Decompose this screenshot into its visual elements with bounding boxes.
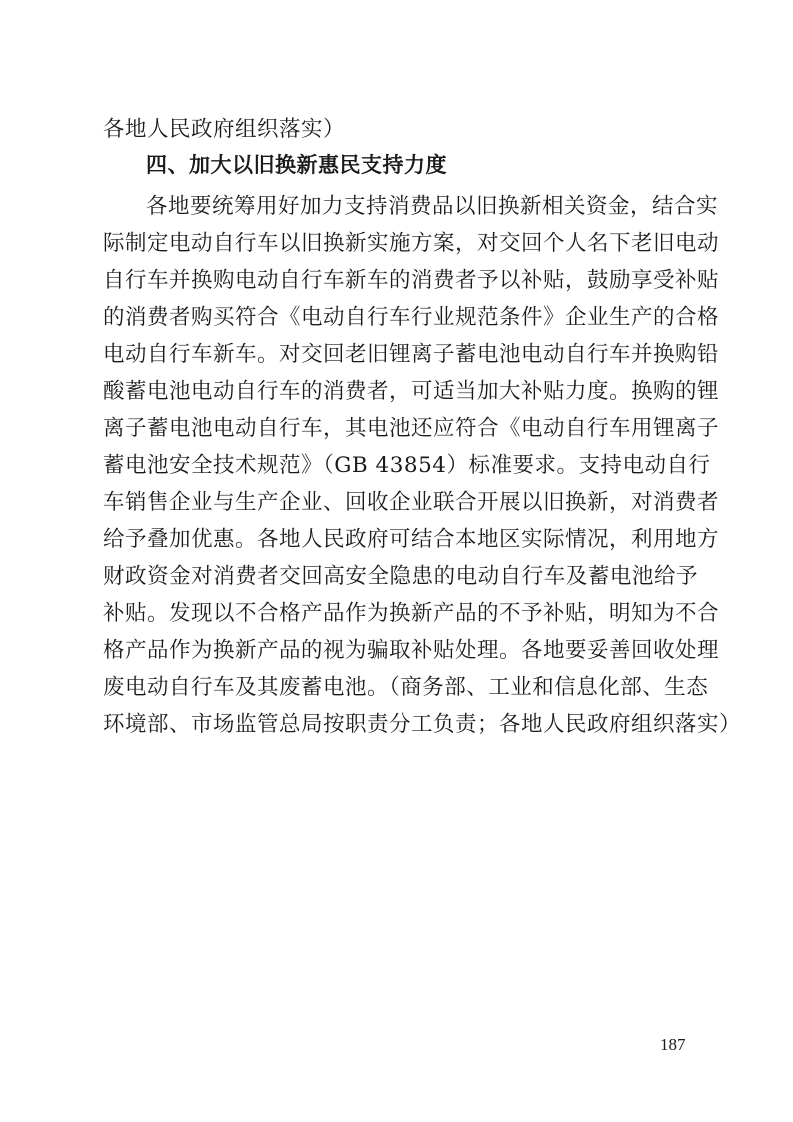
paragraph-line: 际制定电动自行车以旧换新实施方案，对交回个人名下老旧电动 — [103, 231, 720, 256]
paragraph-line: 离子蓄电池电动自行车，其电池还应符合《电动自行车用锂离子 — [103, 416, 720, 441]
section-heading: 四、加大以旧换新惠民支持力度 — [146, 153, 447, 177]
paragraph-line: 自行车并换购电动自行车新车的消费者予以补贴，鼓励享受补贴 — [103, 268, 720, 293]
paragraph-line: 环境部、市场监管总局按职责分工负责；各地人民政府组织落实） — [103, 712, 742, 737]
paragraph-line: 各地要统筹用好加力支持消费品以旧换新相关资金，结合实 — [146, 194, 719, 219]
paragraph-line: 酸蓄电池电动自行车的消费者，可适当加大补贴力度。换购的锂 — [103, 379, 720, 404]
paragraph-line: 车销售企业与生产企业、回收企业联合开展以旧换新，对消费者 — [103, 490, 720, 515]
paragraph-line: 废电动自行车及其废蓄电池。（商务部、工业和信息化部、生态 — [103, 675, 709, 700]
paragraph-line: 蓄电池安全技术规范》（GB 43854）标准要求。支持电动自行 — [103, 453, 711, 478]
paragraph-line: 格产品作为换新产品的视为骗取补贴处理。各地要妥善回收处理 — [103, 638, 720, 663]
paragraph-line: 的消费者购买符合《电动自行车行业规范条件》企业生产的合格 — [103, 305, 720, 330]
paragraph-line: 电动自行车新车。对交回老旧锂离子蓄电池电动自行车并换购铅 — [103, 342, 720, 367]
paragraph-line: 补贴。发现以不合格产品作为换新产品的不予补贴，明知为不合 — [103, 601, 720, 626]
paragraph-line: 给予叠加优惠。各地人民政府可结合本地区实际情况，利用地方 — [103, 527, 720, 552]
paragraph-line: 财政资金对消费者交回高安全隐患的电动自行车及蓄电池给予 — [103, 564, 698, 589]
continuation-line: 各地人民政府组织落实） — [103, 117, 346, 142]
page-number: 187 — [660, 1035, 686, 1054]
